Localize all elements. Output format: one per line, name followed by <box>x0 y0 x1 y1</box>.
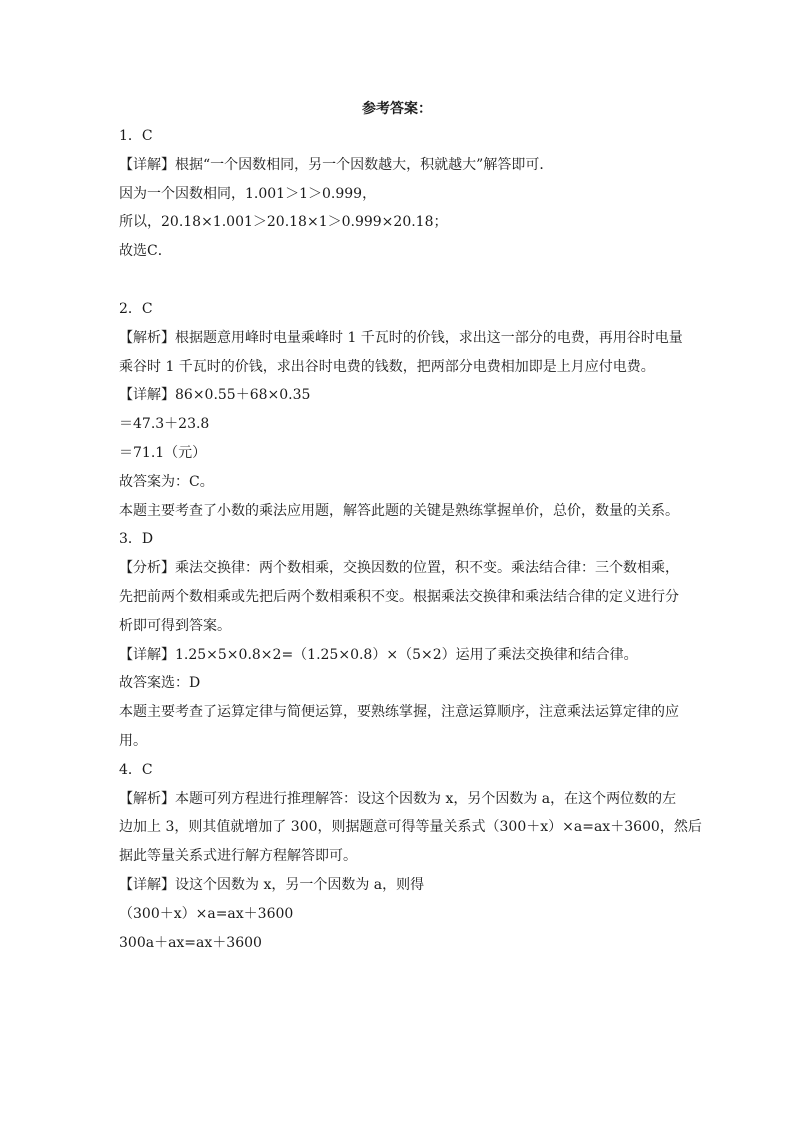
blank-line <box>119 266 679 295</box>
explanation-line: 【解析】本题可列方程进行推理解答：设这个因数为 x，另个因数为 a，在这个两位数的左 <box>119 790 677 807</box>
explanation-line: 析即可得到答案。 <box>119 617 231 634</box>
explanation-line: 本题主要考查了运算定律与简便运算，要熟练掌握，注意运算顺序，注意乘法运算定律的应 <box>119 704 679 721</box>
explanation-line: 【详解】设这个因数为 x，另一个因数为 a，则得 <box>119 876 425 893</box>
explanation-line: 故答案为：C。 <box>119 473 214 490</box>
explanation-line: （300＋x）×a=ax＋3600 <box>119 905 294 922</box>
answer-number: 3．D <box>119 531 154 548</box>
answer-number: 4．C <box>119 761 153 778</box>
answer-content <box>119 122 702 957</box>
explanation-line: 故答案选：D <box>119 675 201 692</box>
explanation-line: 【分析】乘法交换律：两个数相乘，交换因数的位置，积不变。乘法结合律：三个数相乘， <box>119 560 679 577</box>
answer-number: 1．C <box>119 128 153 144</box>
explanation-line: 本题主要考查了小数的乘法应用题，解答此题的关键是熟练掌握单价，总价，数量的关系。 <box>119 502 679 519</box>
page-title: 参考答案： <box>362 101 432 117</box>
explanation-line: 【详解】1.25×5×0.8×2=（1.25×0.8）×（5×2）运用了乘法交换律和结合律。 <box>119 646 638 663</box>
explanation-line: 边加上 3，则其值就增加了 300，则据题意可得等量关系式（300＋x）×a=ax＋3600，然后 <box>119 819 702 836</box>
explanation-line: 用。 <box>119 732 147 749</box>
explanation-line: ＝71.1（元） <box>119 444 207 461</box>
explanation-line: 所以，20.18×1.001＞20.18×1＞0.999×20.18； <box>119 214 448 231</box>
explanation-line: ＝47.3＋23.8 <box>119 416 210 433</box>
explanation-line: 先把前两个数相乘或先把后两个数相乘积不变。根据乘法交换律和乘法结合律的定义进行分 <box>119 588 679 605</box>
explanation-line: 乘谷时 1 千瓦时的价钱，求出谷时电费的钱数，把两部分电费相加即是上月应付电费。 <box>119 358 655 375</box>
explanation-line: 故选C． <box>119 243 172 260</box>
explanation-line: 300a＋ax=ax＋3600 <box>119 934 262 951</box>
explanation-line: 【详解】86×0.55＋68×0.35 <box>119 387 311 404</box>
explanation-line: 【解析】根据题意用峰时电量乘峰时 1 千瓦时的价钱，求出这一部分的电费，再用谷时电量 <box>119 329 683 346</box>
explanation-line: 【详解】根据“一个因数相同，另一个因数越大，积就越大”解答即可． <box>119 156 554 173</box>
explanation-line: 因为一个因数相同，1.001＞1＞0.999， <box>119 185 377 202</box>
explanation-line: 据此等量关系式进行解方程解答即可。 <box>119 848 357 865</box>
answer-number: 2．C <box>119 300 153 317</box>
